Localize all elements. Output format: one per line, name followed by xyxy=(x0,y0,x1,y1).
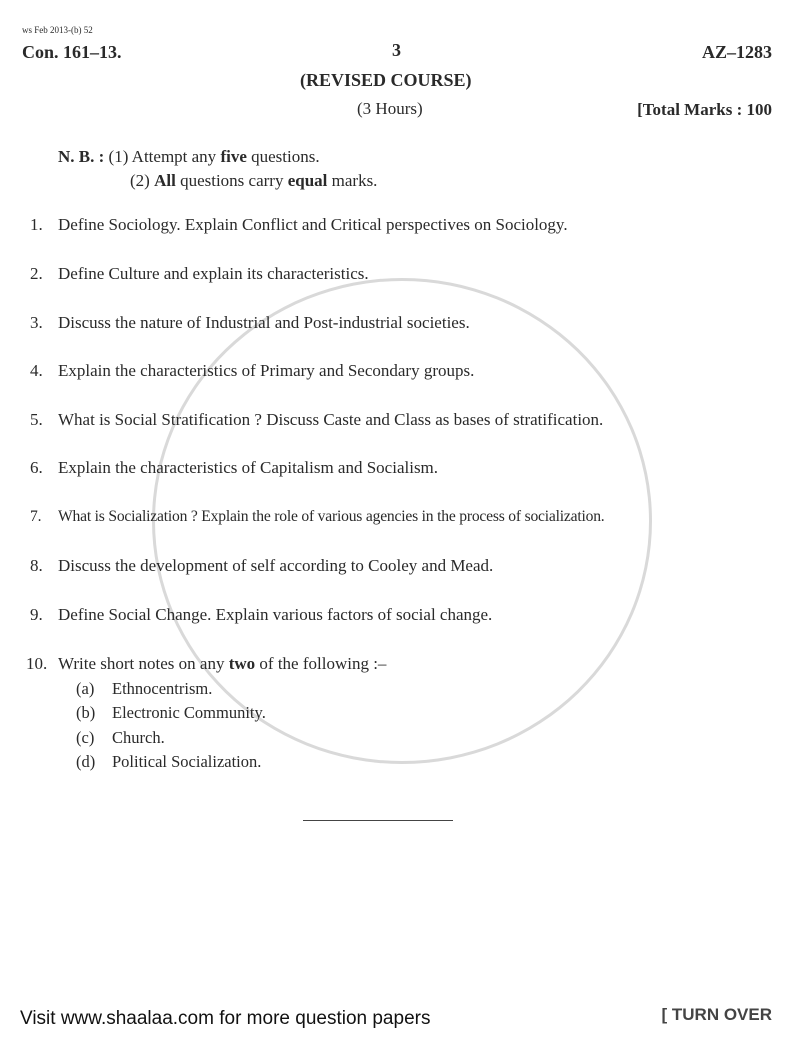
question-4 xyxy=(30,361,474,381)
sub-question-text: Ethnocentrism. xyxy=(112,679,213,698)
question-text: of the following :– xyxy=(255,654,387,673)
question-number: 5. xyxy=(30,410,43,429)
question-number: 3. xyxy=(30,313,43,332)
sub-question-number: (b) xyxy=(76,703,96,722)
turn-over: [ TURN OVER xyxy=(661,1005,772,1024)
question-7 xyxy=(30,508,605,526)
sub-question-number: (d) xyxy=(76,752,96,771)
question-3 xyxy=(30,313,470,333)
question-text: Discuss the nature of Industrial and Post-industrial societies. xyxy=(58,313,470,332)
sub-question-c xyxy=(76,728,165,748)
sub-question-number: (c) xyxy=(76,728,95,747)
question-text: What is Social Stratification ? Discuss Caste and Class as bases of stratification. xyxy=(58,410,604,429)
question-number: 7. xyxy=(30,508,42,525)
question-number: 8. xyxy=(30,556,43,575)
question-1 xyxy=(30,215,568,235)
instruction-2 xyxy=(130,171,377,191)
instruction-text: marks. xyxy=(327,171,378,190)
page-number: 3 xyxy=(392,40,401,60)
sub-question-text: Electronic Community. xyxy=(112,703,266,722)
question-number: 10. xyxy=(26,654,48,673)
question-5 xyxy=(30,410,603,430)
sub-question-number: (a) xyxy=(76,679,95,698)
instruction-emphasis: five xyxy=(220,147,247,166)
course-title: (REVISED COURSE) xyxy=(300,70,472,90)
con-number: Con. 161–13. xyxy=(22,42,122,62)
nb-label: N. B. : xyxy=(58,147,105,166)
question-text: What is Socialization ? Explain the role of various agencies in the process of socialization. xyxy=(58,508,605,525)
question-text: Define Sociology. Explain Conflict and Critical perspectives on Sociology. xyxy=(58,215,568,234)
question-10 xyxy=(26,654,386,674)
question-6 xyxy=(30,458,438,478)
question-number: 9. xyxy=(30,605,43,624)
question-text: Explain the characteristics of Capitalism and Socialism. xyxy=(58,458,439,477)
sub-question-text: Political Socialization. xyxy=(112,752,262,771)
question-text: Explain the characteristics of Primary and Secondary groups. xyxy=(58,361,475,380)
question-text: Define Social Change. Explain various factors of social change. xyxy=(58,605,493,624)
question-9 xyxy=(30,605,492,625)
instruction-1 xyxy=(58,147,320,167)
instruction-number: (1) xyxy=(108,147,129,166)
question-2 xyxy=(30,264,369,284)
question-text: Discuss the development of self according to Cooley and Mead. xyxy=(58,556,494,575)
instruction-emphasis: equal xyxy=(287,171,328,190)
paper-code: AZ–1283 xyxy=(701,42,772,62)
duration: (3 Hours) xyxy=(357,99,423,118)
question-text: Define Culture and explain its characteristics. xyxy=(58,264,369,283)
question-number: 6. xyxy=(30,458,43,477)
question-text: Write short notes on any xyxy=(58,654,229,673)
instruction-number: (2) xyxy=(130,171,150,190)
sub-question-b xyxy=(76,703,266,723)
print-code: ws Feb 2013-(b) 52 xyxy=(22,25,93,35)
sub-question-d xyxy=(76,752,261,772)
question-emphasis: two xyxy=(228,654,256,673)
question-number: 1. xyxy=(30,215,43,234)
footer-visit-text: Visit www.shaalaa.com for more question papers xyxy=(20,1008,431,1029)
instruction-text: questions carry xyxy=(175,171,288,190)
instruction-text: questions. xyxy=(246,147,320,166)
question-number: 4. xyxy=(30,361,43,380)
total-marks: [Total Marks : 100 xyxy=(637,100,772,119)
instruction-text: Attempt any xyxy=(131,147,221,166)
end-divider xyxy=(303,820,453,821)
sub-question-text: Church. xyxy=(112,728,165,747)
question-8 xyxy=(30,556,493,576)
instruction-emphasis: All xyxy=(154,171,176,190)
question-number: 2. xyxy=(30,264,43,283)
sub-question-a xyxy=(76,679,212,699)
